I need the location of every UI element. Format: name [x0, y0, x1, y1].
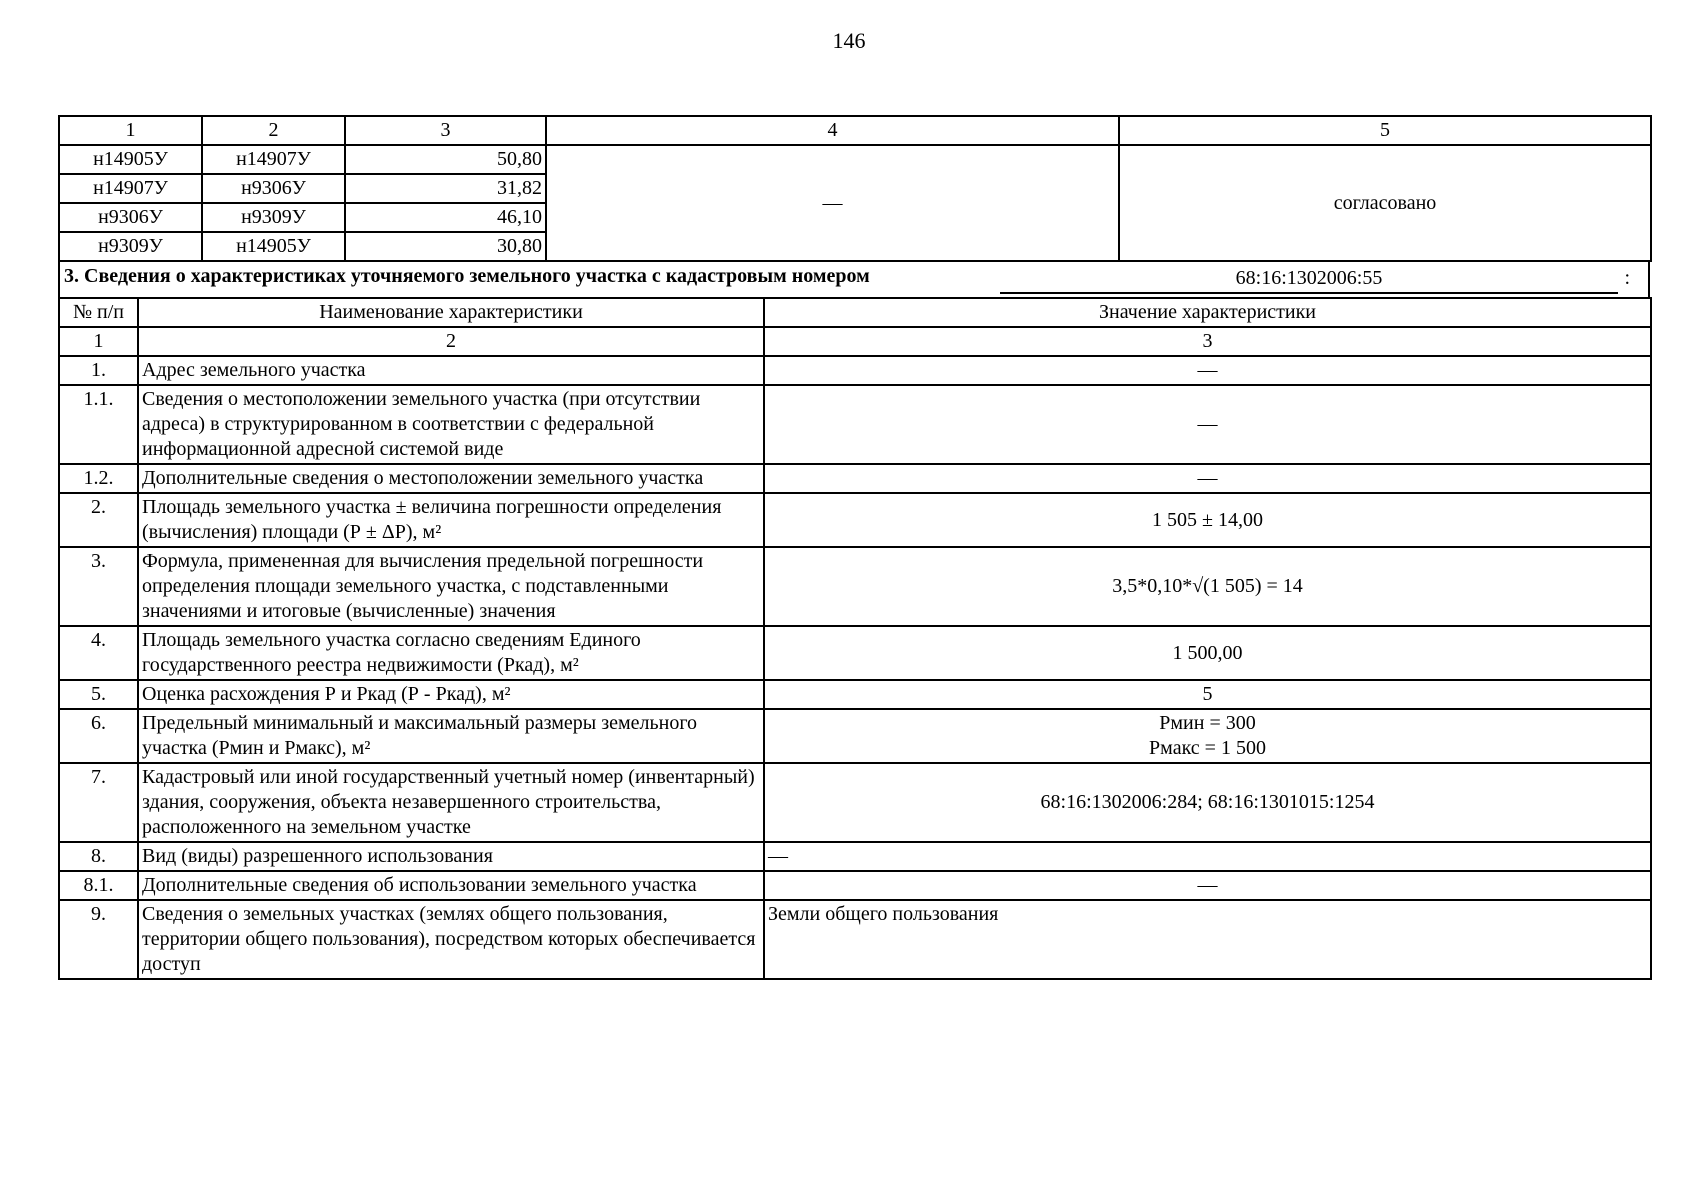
subheader-cell: 1	[59, 327, 138, 356]
min-size-value: Рмин = 300	[1159, 712, 1256, 734]
characteristic-value: 1 500,00	[764, 626, 1651, 680]
row-number: 2.	[59, 493, 138, 547]
max-size-value: Рмакс = 1 500	[1149, 737, 1266, 759]
row-number: 9.	[59, 900, 138, 979]
borders-table	[58, 115, 1652, 262]
characteristic-value: —	[764, 842, 1651, 871]
characteristic-value: —	[764, 356, 1651, 385]
header-cell: Наименование характеристики	[138, 298, 764, 327]
characteristic-name: Сведения о земельных участках (землях общего пользования, территории общего пользования), посредством которых обеспечивается доступ	[138, 900, 764, 979]
characteristic-value: —	[764, 464, 1651, 493]
subheader-cell: 2	[138, 327, 764, 356]
characteristics-table	[58, 297, 1652, 980]
characteristics-subheader-row	[59, 327, 1651, 356]
row-number: 3.	[59, 547, 138, 626]
header-cell: 5	[1119, 116, 1651, 145]
characteristic-value: 1 505 ± 14,00	[764, 493, 1651, 547]
point-to: н9306У	[202, 174, 345, 203]
point-from: н14905У	[59, 145, 202, 174]
row-number: 1.1.	[59, 385, 138, 464]
characteristic-value: —	[764, 385, 1651, 464]
characteristic-name: Дополнительные сведения о местоположении земельного участка	[138, 464, 764, 493]
table-row	[59, 547, 1651, 626]
point-to: н9309У	[202, 203, 345, 232]
row-number: 5.	[59, 680, 138, 709]
characteristic-name: Сведения о местоположении земельного участка (при отсутствии адреса) в структурированном в соответствии с федеральной информационной адресной системой виде	[138, 385, 764, 464]
characteristic-value: Земли общего пользования	[764, 900, 1651, 979]
characteristic-value	[764, 709, 1651, 763]
table-row	[59, 385, 1651, 464]
point-from: н9306У	[59, 203, 202, 232]
characteristic-name: Предельный минимальный и максимальный размеры земельного участка (Рмин и Рмакс), м²	[138, 709, 764, 763]
row-number: 4.	[59, 626, 138, 680]
point-to: н14905У	[202, 232, 345, 261]
table-row	[59, 871, 1651, 900]
characteristic-value: —	[764, 871, 1651, 900]
characteristic-name: Площадь земельного участка согласно сведениям Единого государственного реестра недвижимости (Ркад), м²	[138, 626, 764, 680]
row-number: 1.	[59, 356, 138, 385]
table-row	[59, 464, 1651, 493]
table-row	[59, 356, 1651, 385]
table-row	[59, 680, 1651, 709]
agreement-status: согласовано	[1119, 145, 1651, 261]
table-row	[59, 842, 1651, 871]
point-to: н14907У	[202, 145, 345, 174]
row-number: 8.1.	[59, 871, 138, 900]
characteristic-name: Кадастровый или иной государственный учетный номер (инвентарный) здания, сооружения, объекта незавершенного строительства, расположенного на земельном участке	[138, 763, 764, 842]
table-row	[59, 763, 1651, 842]
header-cell: № п/п	[59, 298, 138, 327]
header-cell: 1	[59, 116, 202, 145]
section-title: 3. Сведения о характеристиках уточняемого земельного участка с кадастровым номером	[64, 265, 870, 287]
table-row	[59, 626, 1651, 680]
point-from: н14907У	[59, 174, 202, 203]
cadastral-number: 68:16:1302006:55	[1000, 266, 1618, 294]
characteristics-header-row	[59, 298, 1651, 327]
row-number: 1.2.	[59, 464, 138, 493]
row-number: 8.	[59, 842, 138, 871]
table-row	[59, 900, 1651, 979]
length-value: 30,80	[345, 232, 546, 261]
characteristic-name: Площадь земельного участка ± величина погрешности определения (вычисления) площади (Р ± ΔР), м²	[138, 493, 764, 547]
section-colon: :	[1624, 267, 1630, 289]
row-number: 7.	[59, 763, 138, 842]
borders-table-header-row	[59, 116, 1651, 145]
characteristic-name: Дополнительные сведения об использовании земельного участка	[138, 871, 764, 900]
header-cell: 3	[345, 116, 546, 145]
length-value: 50,80	[345, 145, 546, 174]
table-row	[59, 145, 1651, 174]
header-cell: 4	[546, 116, 1119, 145]
row-number: 6.	[59, 709, 138, 763]
characteristic-value: 68:16:1302006:284; 68:16:1301015:1254	[764, 763, 1651, 842]
table-row	[59, 709, 1651, 763]
point-from: н9309У	[59, 232, 202, 261]
characteristic-value: 3,5*0,10*√(1 505) = 14	[764, 547, 1651, 626]
characteristic-name: Формула, примененная для вычисления предельной погрешности определения площади земельного участка, с подставленными значениями и итоговые (вычисленные) значения	[138, 547, 764, 626]
header-cell: 2	[202, 116, 345, 145]
col4-value: —	[546, 145, 1119, 261]
characteristic-name: Оценка расхождения Р и Ркад (Р - Ркад), м²	[138, 680, 764, 709]
characteristic-name: Вид (виды) разрешенного использования	[138, 842, 764, 871]
characteristic-value: 5	[764, 680, 1651, 709]
characteristic-name: Адрес земельного участка	[138, 356, 764, 385]
length-value: 31,82	[345, 174, 546, 203]
subheader-cell: 3	[764, 327, 1651, 356]
header-cell: Значение характеристики	[764, 298, 1651, 327]
page-number: 146	[832, 28, 866, 53]
length-value: 46,10	[345, 203, 546, 232]
section-header	[58, 262, 1650, 298]
table-row	[59, 493, 1651, 547]
